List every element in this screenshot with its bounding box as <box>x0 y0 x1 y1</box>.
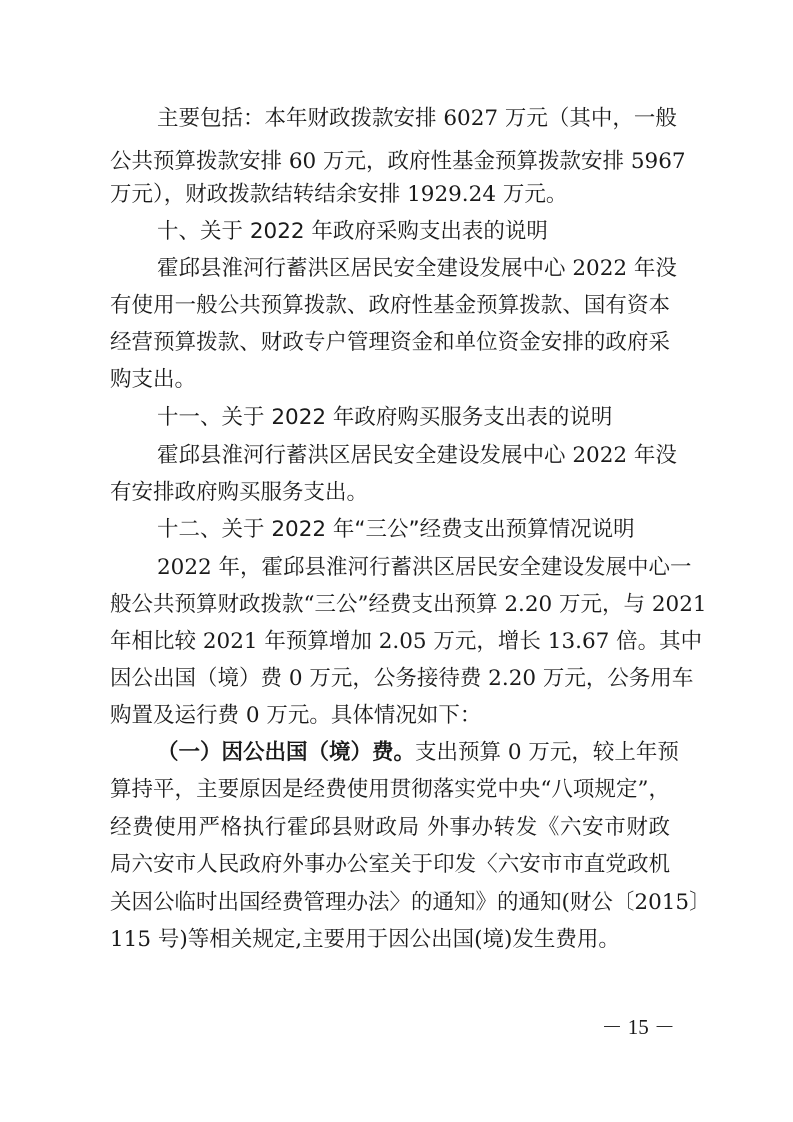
section-heading: 十一、关于 2022 年政府购买服务支出表的说明 <box>157 405 613 430</box>
paragraph-line: 有使用一般公共预算拨款、政府性基金预算拨款、国有资本 <box>110 293 670 318</box>
paragraph-line: 般公共预算财政拨款“三公”经费支出预算 2.20 万元，与 2021 <box>110 592 707 617</box>
paragraph-line: 因公出国（境）费 0 万元，公务接待费 2.20 万元，公务用车 <box>110 666 694 691</box>
paragraph-line: 购置及运行费 0 万元。具体情况如下： <box>110 703 482 728</box>
paragraph-line: 霍邱县淮河行蓄洪区居民安全建设发展中心 2022 年没 <box>157 256 677 281</box>
paragraph-line: 关因公临时出国经费管理办法〉的通知》的通知(财公〔2015〕 <box>110 890 711 915</box>
paragraph-line: 主要包括：本年财政拨款安排 6027 万元（其中，一般 <box>157 106 677 131</box>
paragraph-line: 购支出。 <box>110 367 197 392</box>
subsection-title: （一）因公出国（境）费。 <box>157 740 416 765</box>
subsection-first-line <box>157 738 679 768</box>
section-heading: 十二、关于 2022 年“三公”经费支出预算情况说明 <box>157 517 635 542</box>
paragraph-line: 公共预算拨款安排 60 万元，政府性基金预算拨款安排 5967 <box>110 149 686 174</box>
paragraph-line: 年相比较 2021 年预算增加 2.05 万元，增长 13.67 倍。其中 <box>110 629 703 654</box>
paragraph-line: 有安排政府购买服务支出。 <box>110 480 369 505</box>
paragraph-line: 经费使用严格执行霍邱县财政局 外事办转发《六安市财政 <box>110 815 670 840</box>
paragraph-line: 万元），财政拨款结转结余安排 1929.24 万元。 <box>110 182 568 207</box>
paragraph-line: 2022 年，霍邱县淮河行蓄洪区居民安全建设发展中心一 <box>157 555 692 580</box>
paragraph-line: 局六安市人民政府外事办公室关于印发〈六安市市直党政机 <box>110 852 670 877</box>
paragraph-line: 霍邱县淮河行蓄洪区居民安全建设发展中心 2022 年没 <box>157 443 677 468</box>
page-number: － 15 － <box>601 1015 675 1039</box>
section-heading: 十、关于 2022 年政府采购支出表的说明 <box>157 219 548 244</box>
paragraph-line: 算持平，主要原因是经费使用贯彻落实党中央“八项规定”， <box>110 777 670 802</box>
subsection-text: 支出预算 0 万元，较上年预 <box>415 740 679 765</box>
paragraph-line: 115 号)等相关规定,主要用于因公出国(境)发生费用。 <box>110 927 620 952</box>
paragraph-line: 经营预算拨款、财政专户管理资金和单位资金安排的政府采 <box>110 330 670 355</box>
